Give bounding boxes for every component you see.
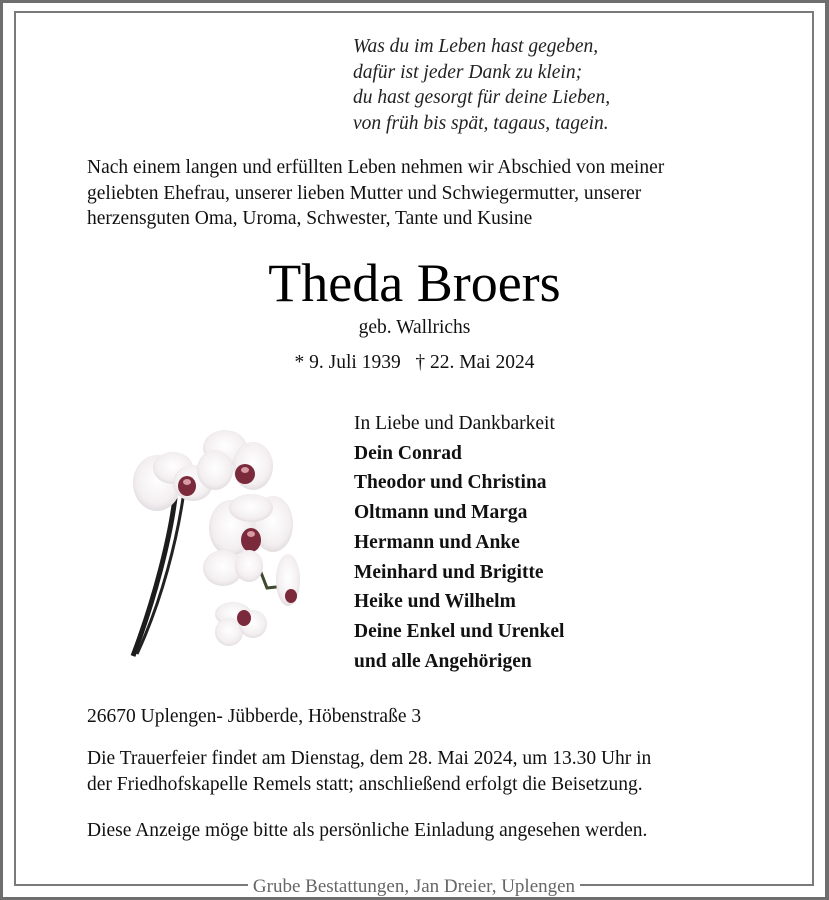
ceremony-info bbox=[87, 746, 651, 798]
mourner-name: Heike und Wilhelm bbox=[354, 591, 516, 613]
intro-line: herzensguten Oma, Uroma, Schwester, Tante und Kusine bbox=[87, 208, 533, 229]
poem-line: Was du im Leben hast gegeben, bbox=[353, 36, 599, 57]
ceremony-line: Die Trauerfeier findet am Dienstag, dem 28. Mai 2024, um 13.30 Uhr in bbox=[87, 748, 652, 769]
mourners-list bbox=[354, 409, 564, 676]
mourner-name: Oltmann und Marga bbox=[354, 502, 528, 524]
orchid-flower bbox=[209, 494, 293, 556]
address: 26670 Uplengen- Jübberde, Höbenstraße 3 bbox=[87, 706, 422, 727]
mourner-name: und alle Angehörigen bbox=[354, 650, 532, 672]
footer bbox=[12, 876, 816, 897]
poem-line: du hast gesorgt für deine Lieben, bbox=[353, 87, 611, 108]
mourner-name: Meinhard und Brigitte bbox=[354, 561, 544, 583]
mourner-name: Hermann und Anke bbox=[354, 531, 520, 553]
maiden-name: geb. Wallrichs bbox=[358, 317, 471, 338]
ceremony-line: der Friedhofskapelle Remels statt; anschließend erfolgt die Beisetzung. bbox=[87, 774, 643, 795]
poem bbox=[353, 34, 610, 136]
poem-line: dafür ist jeder Dank zu klein; bbox=[353, 61, 583, 83]
life-dates: * 9. Juli 1939 † 22. Mai 2024 bbox=[294, 352, 535, 373]
orchid-flower bbox=[203, 550, 263, 586]
deceased-name: Theda Broers bbox=[268, 253, 561, 313]
mourner-name: Dein Conrad bbox=[354, 442, 462, 464]
mourners-lead: In Liebe und Dankbarkeit bbox=[354, 413, 555, 434]
intro-line: Nach einem langen und erfüllten Leben nehmen wir Abschied von meiner bbox=[87, 157, 665, 178]
orchid-flower bbox=[215, 602, 267, 646]
intro-text bbox=[87, 155, 664, 232]
invitation-note: Diese Anzeige möge bitte als persönliche Einladung angesehen werden. bbox=[87, 820, 648, 841]
intro-line: geliebten Ehefrau, unserer lieben Mutter und Schwiegermutter, unserer bbox=[87, 182, 642, 204]
orchid-icon bbox=[125, 428, 315, 660]
mourner-name: Theodor und Christina bbox=[354, 472, 547, 494]
orchid-flower bbox=[197, 430, 273, 490]
funeral-home-credit: Grube Bestattungen, Jan Dreier, Uplengen bbox=[248, 879, 580, 895]
mourner-name: Deine Enkel und Urenkel bbox=[354, 620, 565, 642]
orchid-flower bbox=[276, 554, 300, 606]
orchid-stem bbox=[133, 498, 175, 656]
poem-line: von früh bis spät, tagaus, tagein. bbox=[353, 112, 609, 134]
